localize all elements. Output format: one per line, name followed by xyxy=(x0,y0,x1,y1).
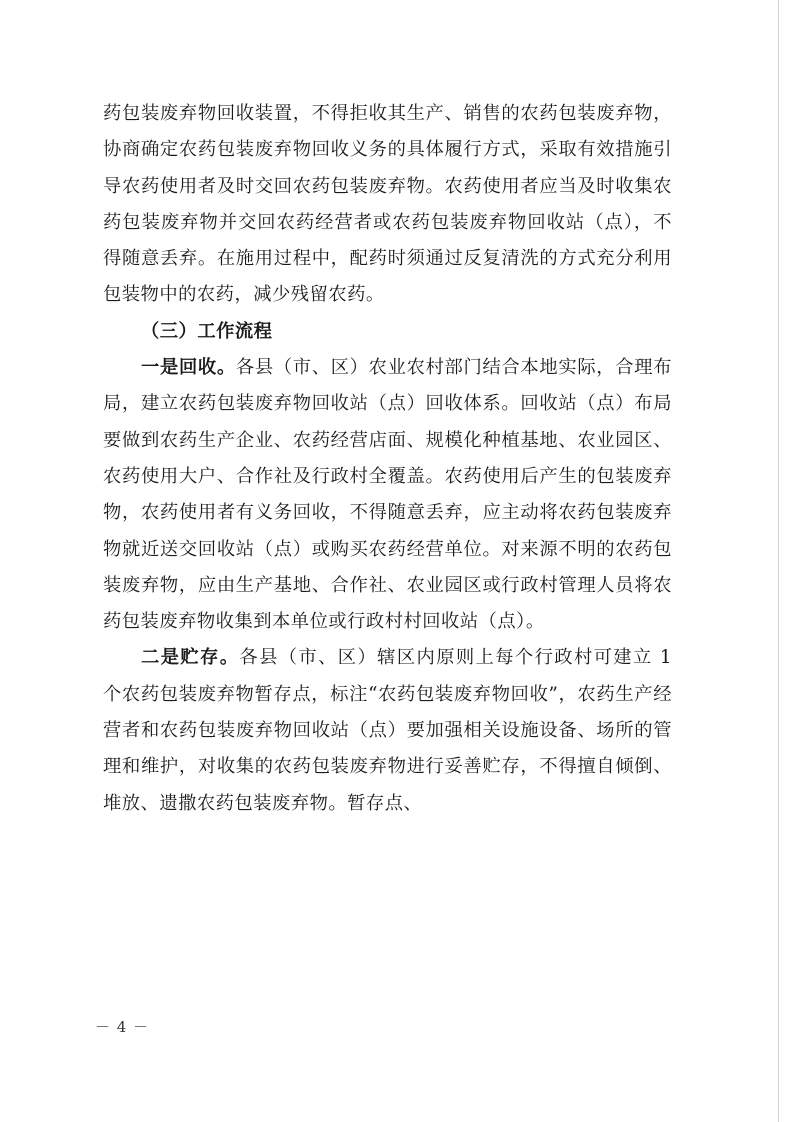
paragraph-text: 各县（市、区）辖区内原则上每个行政村可建立 1 个农药包装废弃物暂存点，标注“农药包装废弃物回收”，农药生产经营者和农药包装废弃物回收站（点）要加强相关设施设备、场所的管理和维护，对收集的农药包装废弃物进行妥善贮存，不得擅自倾倒、堆放、遗撒农药包装废弃物。暂存点、 xyxy=(103,647,673,814)
paragraph-recycling xyxy=(103,350,672,640)
page-number: － 4 － xyxy=(95,1018,150,1036)
heading-text: （三）工作流程 xyxy=(141,320,273,342)
paragraph-lead: 二是贮存。 xyxy=(141,647,240,669)
section-heading xyxy=(103,314,672,350)
paragraph-lead: 一是回收。 xyxy=(141,357,236,379)
paragraph-text: 药包装废弃物回收装置，不得拒收其生产、销售的农药包装废弃物，协商确定农药包装废弃物回收义务的具体履行方式，采取有效措施引导农药使用者及时交回农药包装废弃物。农药使用者应当及时收集农药包装废弃物并交回农药经营者或农药包装废弃物回收站（点），不得随意丢弃。在施用过程中，配药时须通过反复清洗的方式充分利用包装物中的农药，减少残留农药。 xyxy=(103,103,672,306)
paragraph-text: 各县（市、区）农业农村部门结合本地实际，合理布局，建立农药包装废弃物回收站（点）回收体系。回收站（点）布局要做到农药生产企业、农药经营店面、规模化种植基地、农业园区、农药使用大户、合作社及行政村全覆盖。农药使用后产生的包装废弃物，农药使用者有义务回收，不得随意丢弃，应主动将农药包装废弃物就近送交回收站（点）或购买农药经营单位。对来源不明的农药包装废弃物，应由生产基地、合作社、农业园区或行政村管理人员将农药包装废弃物收集到本单位或行政村村回收站（点）。 xyxy=(103,357,673,633)
page-edge-line xyxy=(778,0,779,1122)
paragraph-storage xyxy=(103,640,672,821)
paragraph-continuation xyxy=(103,96,672,314)
document-body xyxy=(103,96,672,822)
